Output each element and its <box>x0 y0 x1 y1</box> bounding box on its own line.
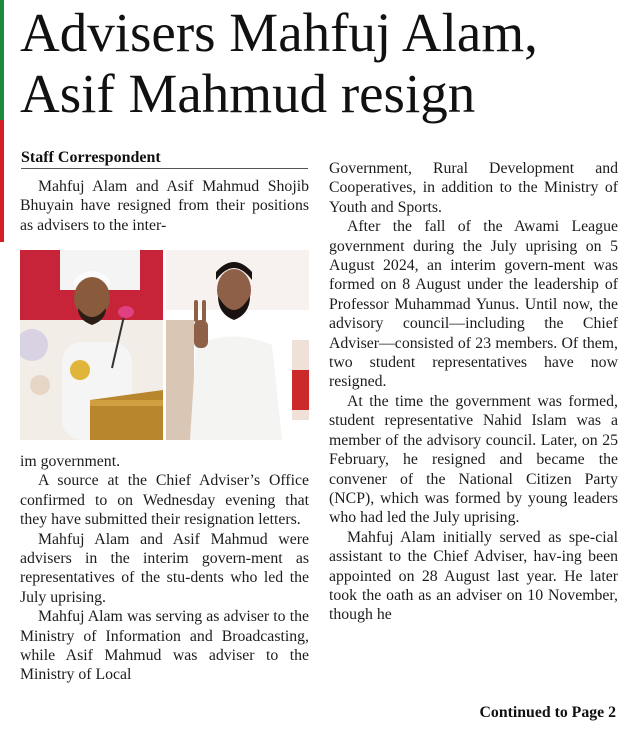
paragraph: At the time the government was formed, student representative Nahid Islam was a member of the advisory council. Later, on 25 February, he resigned and became the convener of the National Citizen Party (NCP), which was formed by young leaders who had led the July uprising. <box>329 392 618 527</box>
paragraph: Mahfuj Alam initially served as spe-cial assistant to the Chief Adviser, hav-ing been appointed on 28 August last year. He later took the oath as an adviser on 10 November, though he <box>329 528 618 624</box>
left-column-top <box>20 177 309 235</box>
byline: Staff Correspondent <box>21 149 161 166</box>
advisers-photo <box>20 250 309 440</box>
edge-accent-red <box>0 120 4 242</box>
right-column <box>329 159 618 625</box>
paragraph: A source at the Chief Adviser’s Office confirmed to on Wednesday evening that they have submitted their resignation letters. <box>20 472 309 529</box>
advisers-photo-illustration <box>20 250 309 440</box>
headline <box>20 2 620 124</box>
paragraph: im government. <box>20 453 121 470</box>
paragraph: After the fall of the Awami League government during the July uprising on 5 August 2024, an interim govern-ment was formed on 8 August under the leadership of Professor Muhammad Yunus. Until now, the advisory council—including the Chief Adviser—consisted of 23 members. Of them, two student representatives have now resigned. <box>329 218 618 391</box>
byline-rule <box>21 168 308 169</box>
headline-line-2: Asif Mahmud resign <box>20 63 476 124</box>
paragraph: Mahfuj Alam was serving as adviser to the Ministry of Information and Broadcasting, while Asif Mahmud was adviser to the Ministry of Local <box>20 608 309 684</box>
continued-note: Continued to Page 2 <box>479 704 616 721</box>
paragraph: Mahfuj Alam and Asif Mahmud were advisers in the interim govern-ment as representatives of the stu-dents who led the July uprising. <box>20 530 309 606</box>
edge-accent-green <box>0 0 4 120</box>
left-column-bottom <box>20 452 309 685</box>
headline-line-1: Advisers Mahfuj Alam, <box>20 2 538 63</box>
paragraph: Mahfuj Alam and Asif Mahmud Shojib Bhuyain have resigned from their positions as advisers to the inter- <box>20 178 309 234</box>
paragraph: Government, Rural Development and Cooperatives, in addition to the Ministry of Youth and Sports. <box>329 160 618 216</box>
